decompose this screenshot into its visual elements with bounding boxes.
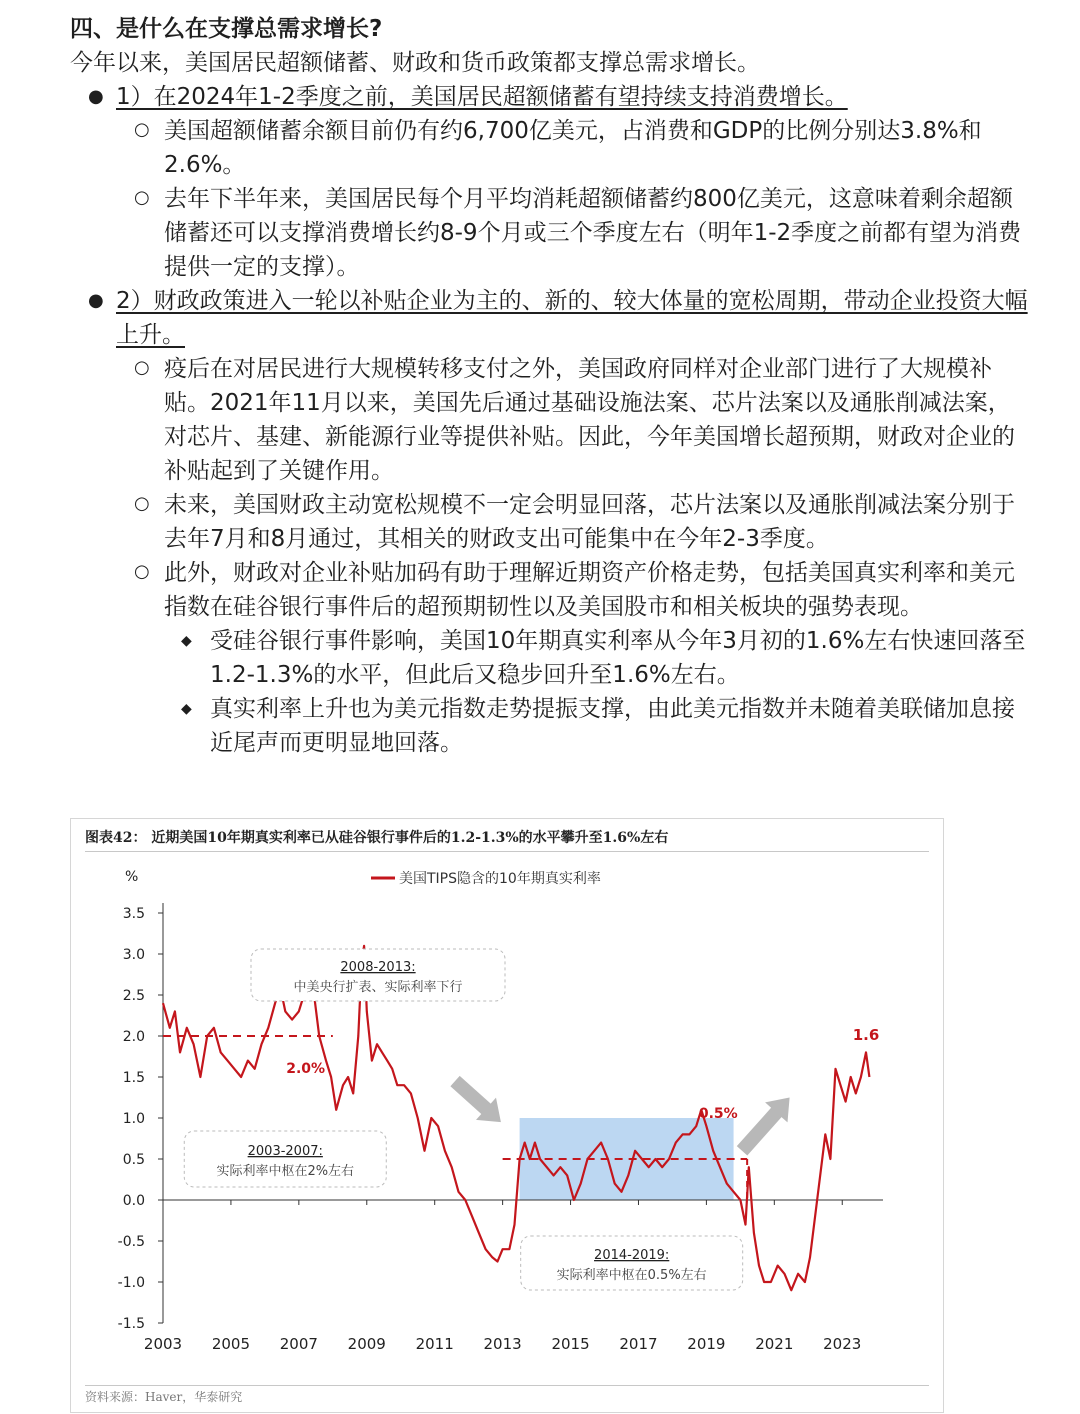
annotation-2008-2013-title: 2008-2013: xyxy=(340,960,416,975)
section-heading: 四、是什么在支撑总需求增长? xyxy=(70,16,383,42)
x-tick-label: 2017 xyxy=(619,1335,658,1353)
trend-arrow-down-icon xyxy=(450,1076,501,1122)
sub-bullet-text: 去年下半年来，美国居民每个月平均消耗超额储蓄约800亿美元，这意味着剩余超额储蓄还可以支撑消费增长约8-9个月或三个季度左右（明年1-2季度之前都有望为消费提供一定的支撑）。 xyxy=(164,186,1022,280)
bullet-item xyxy=(70,80,1030,114)
chart-source: 资料来源：Haver，华泰研究 xyxy=(85,1390,243,1404)
bullet-dot-icon: ● xyxy=(88,290,104,311)
sub-bullet-item xyxy=(70,182,1030,284)
bullet-circle-icon: ○ xyxy=(134,119,150,140)
y-tick-label: -1.5 xyxy=(117,1316,145,1332)
y-tick-label: 2.0 xyxy=(122,1029,145,1045)
sub-sub-bullet-item xyxy=(70,624,1030,692)
line-chart xyxy=(71,853,943,1383)
sub-bullet-item xyxy=(70,488,1030,556)
data-label-last: 1.6 xyxy=(852,1026,880,1045)
annotation-2003-2007-text: 实际利率中枢在2%左右 xyxy=(216,1164,355,1179)
bullet-title: 1）在2024年1-2季度之前，美国居民超额储蓄有望持续支持消费增长。 xyxy=(116,84,848,110)
y-tick-label: -0.5 xyxy=(117,1234,145,1250)
bullet-circle-icon: ○ xyxy=(134,493,150,514)
x-tick-label: 2009 xyxy=(347,1335,386,1353)
sub-sub-bullet-item xyxy=(70,692,1030,760)
x-tick-label: 2011 xyxy=(415,1335,454,1353)
x-tick-label: 2019 xyxy=(687,1335,726,1353)
trend-arrow-up-icon-shape xyxy=(737,1098,790,1156)
x-tick-label: 2005 xyxy=(211,1335,251,1353)
x-tick-label: 2007 xyxy=(279,1335,318,1353)
bullet-item xyxy=(70,284,1030,352)
chart-title: 图表42： 近期美国10年期真实利率已从硅谷银行事件后的1.2-1.3%的水平攀升至1.6%左右 xyxy=(85,830,669,846)
y-tick-label: 0.5 xyxy=(122,1152,145,1168)
sub-bullet-text: 疫后在对居民进行大规模转移支付之外，美国政府同样对企业部门进行了大规模补贴。2021年11月以来，美国先后通过基础设施法案、芯片法案以及通胀削减法案，对芯片、基建、新能源行业等提供补贴。因此，今年美国增长超预期，财政对企业的补贴起到了关键作用。 xyxy=(164,356,1015,484)
annotation-2014-2019-text: 实际利率中枢在0.5%左右 xyxy=(556,1268,707,1283)
sub-sub-bullet-text: 受硅谷银行事件影响，美国10年期真实利率从今年3月初的1.6%左右快速回落至1.2-1.3%的水平，但此后又稳步回升至1.6%左右。 xyxy=(210,628,1026,688)
annotation-2014-2019-title: 2014-2019: xyxy=(594,1248,670,1263)
sub-bullet-text: 未来，美国财政主动宽松规模不一定会明显回落，芯片法案以及通胀削减法案分别于去年7月和8月通过，其相关的财政支出可能集中在今年2-3季度。 xyxy=(164,492,1015,552)
data-label-mean-2014: 0.5% xyxy=(698,1105,738,1122)
chart-figure xyxy=(70,818,944,1413)
x-tick-label: 2003 xyxy=(143,1335,183,1353)
y-tick-label: 1.5 xyxy=(122,1070,145,1086)
y-tick-label: 0.0 xyxy=(122,1193,145,1209)
bullet-dot-icon: ● xyxy=(88,86,104,107)
sub-bullet-item xyxy=(70,556,1030,624)
data-label-mean-2003: 2.0% xyxy=(286,1060,326,1077)
y-tick-label: 3.5 xyxy=(122,906,145,922)
sub-bullet-item xyxy=(70,114,1030,182)
annotation-2008-2013-text: 中美央行扩表、实际利率下行 xyxy=(293,980,463,995)
x-tick-label: 2021 xyxy=(755,1335,794,1353)
y-tick-label: -1.0 xyxy=(117,1275,145,1291)
trend-arrow-up-icon xyxy=(737,1098,790,1156)
y-tick-label: 1.0 xyxy=(122,1111,145,1127)
annotation-2003-2007-title: 2003-2007: xyxy=(247,1144,323,1159)
y-axis-unit: % xyxy=(125,869,139,885)
source-divider xyxy=(85,1385,929,1386)
x-tick-label: 2023 xyxy=(823,1335,862,1353)
legend-label: 美国TIPS隐含的10年期真实利率 xyxy=(399,871,601,887)
sub-bullet-item xyxy=(70,352,1030,488)
bullet-circle-icon: ○ xyxy=(134,187,150,208)
bullet-diamond-icon: ◆ xyxy=(181,701,192,717)
sub-sub-bullet-text: 真实利率上升也为美元指数走势提振支撑，由此美元指数并未随着美联储加息接近尾声而更明显地回落。 xyxy=(210,696,1015,756)
intro-paragraph: 今年以来，美国居民超额储蓄、财政和货币政策都支撑总需求增长。 xyxy=(70,50,760,76)
y-tick-label: 3.0 xyxy=(122,947,145,963)
title-divider xyxy=(85,851,929,852)
bullet-title: 2）财政政策进入一轮以补贴企业为主的、新的、较大体量的宽松周期，带动企业投资大幅上升。 xyxy=(116,288,1028,348)
x-tick-label: 2015 xyxy=(551,1335,590,1353)
document-body xyxy=(70,12,1030,760)
sub-bullet-text: 此外，财政对企业补贴加码有助于理解近期资产价格走势，包括美国真实利率和美元指数在硅谷银行事件后的超预期韧性以及美国股市和相关板块的强势表现。 xyxy=(164,560,1015,620)
y-tick-label: 2.5 xyxy=(122,988,145,1004)
bullet-list xyxy=(70,80,1030,760)
x-tick-label: 2013 xyxy=(483,1335,522,1353)
bullet-circle-icon: ○ xyxy=(134,357,150,378)
bullet-diamond-icon: ◆ xyxy=(181,633,192,649)
sub-bullet-text: 美国超额储蓄余额目前仍有约6,700亿美元，占消费和GDP的比例分别达3.8%和2.6%。 xyxy=(164,118,982,178)
trend-arrow-down-icon-shape xyxy=(450,1076,501,1122)
bullet-circle-icon: ○ xyxy=(134,561,150,582)
